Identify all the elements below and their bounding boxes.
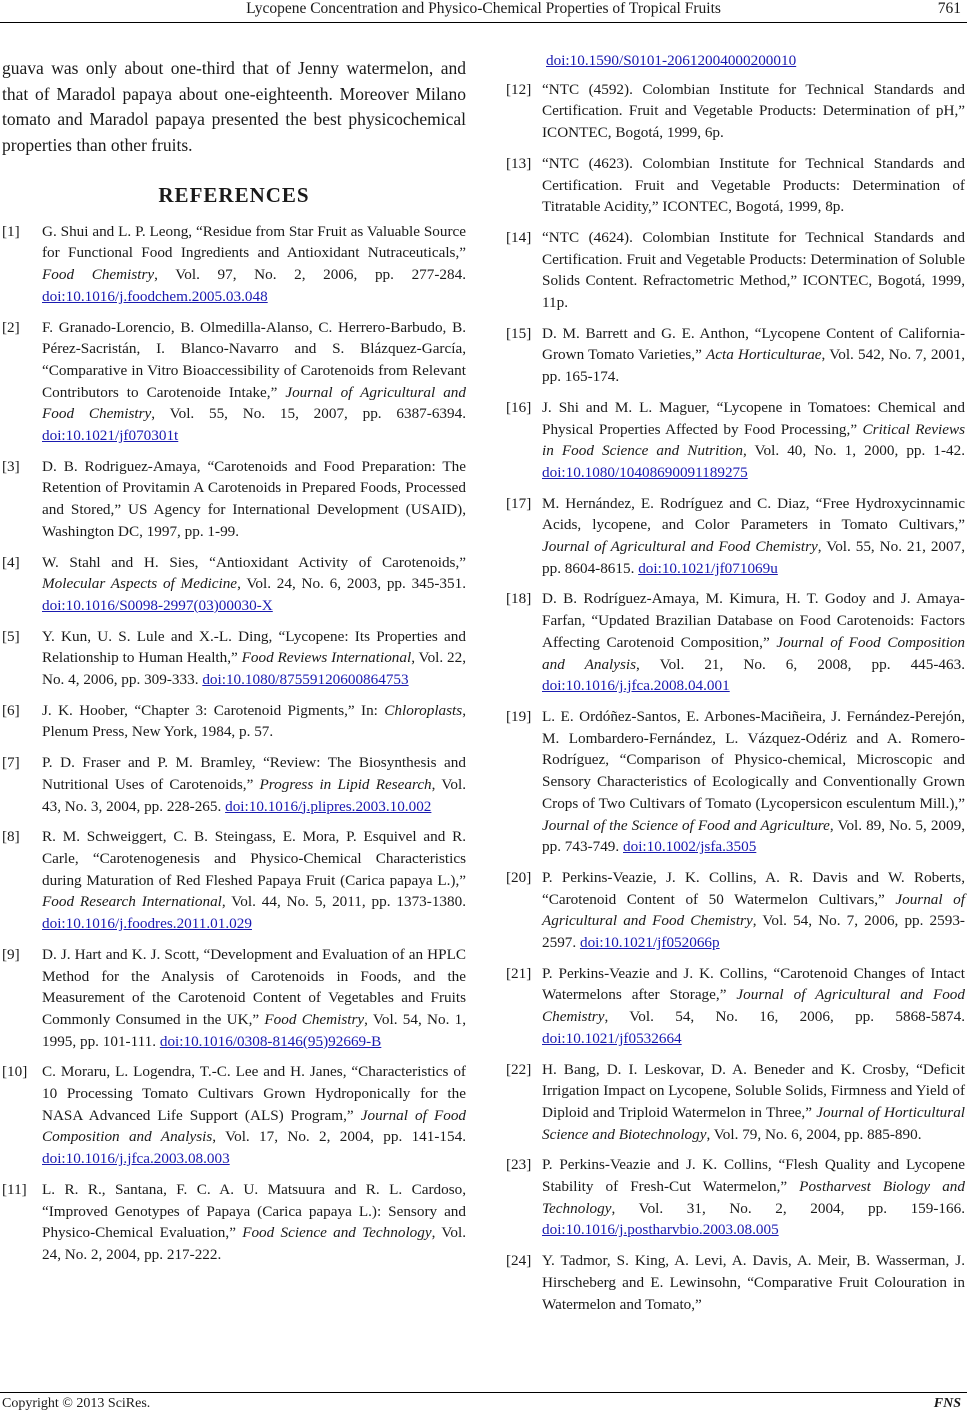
reference-citation: P. Perkins-Veazie, J. K. Collins, A. R. Davis and W. Roberts, “Carotenoid Content of 50 Watermelon Cultivars,” (542, 868, 965, 908)
reference-text (42, 552, 466, 617)
reference-citation: D. J. Hart and K. J. Scott, “Development and Evaluation of an HPLC Method for the Analysis of Carotenoids in Foods, and the Measurement of the Carotenoid Content of Vegetables and Fruits Commonly Consumed in the UK,” (42, 945, 466, 1028)
reference-journal: Progress in Lipid Research (259, 775, 432, 793)
reference-item (506, 1250, 965, 1315)
reference-number: [20] (506, 868, 532, 886)
reference-journal: Food Science and Technology (242, 1224, 432, 1242)
reference-item (2, 944, 466, 1053)
reference-item (506, 963, 965, 1050)
reference-journal: Journal of Agricultural and Food Chemistry (542, 538, 818, 556)
reference-text (42, 1179, 466, 1266)
reference-number: [24] (506, 1252, 532, 1270)
reference-journal: Food Chemistry (42, 266, 155, 284)
reference-text (542, 1154, 965, 1241)
reference-citation: “NTC (4592). Colombian Institute for Technical Standards and Certification. Fruit and Vegetable Products: Determination of pH,” ICONTEC, Bogotá, 1999, 6p. (542, 80, 965, 142)
reference-details: , Vol. 22, No. 4, 2006, pp. 309-333. (42, 649, 466, 689)
doi-link[interactable]: doi:10.1016/j.jfca.2003.08.003 (42, 1150, 230, 1168)
reference-text (542, 867, 965, 954)
reference-details: , Vol. 79, No. 6, 2004, pp. 885-890. (706, 1125, 922, 1143)
reference-text (542, 323, 965, 388)
intro-paragraph: guava was only about one-third that of Jenny watermelon, and that of Maradol papaya about one-eighteenth. Moreover Milano tomato and Maradol papaya presented the best physicochemical properties than other fruits. (2, 58, 466, 155)
reference-number: [19] (506, 707, 532, 725)
right-column (506, 50, 965, 1324)
reference-number: [21] (506, 964, 532, 982)
left-references-list (2, 221, 466, 1266)
reference-item (2, 700, 466, 743)
reference-number: [16] (506, 398, 532, 416)
doi-link[interactable]: doi:10.1016/0308-8146(95)92669-B (159, 1032, 382, 1050)
journal-abbrev: FNS (933, 1396, 961, 1411)
reference-number: [14] (506, 228, 532, 246)
reference-details: , Vol. 54, No. 1, 1995, pp. 101-111. (42, 1010, 466, 1050)
reference-text (42, 626, 466, 691)
references-heading: REFERENCES (158, 183, 310, 207)
reference-citation: P. Perkins-Veazie and J. K. Collins, “Carotenoid Changes of Intact Watermelons after Storage,” (542, 964, 965, 1004)
reference-details: , Vol. 21, No. 6, 2008, pp. 445-463. (636, 655, 965, 673)
reference-citation: “NTC (4624). Colombian Institute for Technical Standards and Certification. Fruit and Vegetable Products: Determination of Soluble Solids Content. Refractometric Method,” ICONTEC, Bogotá, 1999, 11p. (542, 228, 965, 312)
reference-number: [23] (506, 1156, 532, 1174)
copyright-text: Copyright © 2013 SciRes. (2, 1396, 151, 1411)
reference-number: [1] (2, 222, 20, 240)
reference-text (42, 700, 466, 743)
running-header (0, 0, 967, 24)
reference-citation: J. K. Hoober, “Chapter 3: Carotenoid Pigments,” In: (42, 701, 385, 719)
reference-text (42, 456, 466, 543)
left-column (2, 56, 466, 1275)
doi-link[interactable]: doi:10.1080/10408690091189275 (542, 463, 748, 481)
reference-item (506, 1154, 965, 1241)
reference-details: , Vol. 55, No. 15, 2007, pp. 6387-6394. (151, 405, 466, 423)
reference-number: [11] (2, 1180, 27, 1198)
reference-item (506, 323, 965, 388)
page-number: 761 (937, 0, 961, 17)
doi-link[interactable]: doi:10.1021/jf071069u (638, 559, 778, 577)
reference-text (542, 1250, 965, 1315)
reference-number: [3] (2, 457, 20, 475)
reference-citation: D. B. Rodríguez-Amaya, M. Kimura, H. T. Godoy and J. Amaya-Farfan, “Updated Brazilian Database on Food Carotenoids: Factors Affecting Carotenoid Composition,” (542, 590, 965, 651)
reference-journal: Food Research International (42, 893, 222, 911)
header-rule (0, 22, 967, 23)
doi-link[interactable]: doi:10.1016/j.postharvbio.2003.08.005 (542, 1221, 779, 1239)
reference-text (42, 1061, 466, 1170)
reference-number: [15] (506, 324, 532, 342)
reference-number: [17] (506, 494, 532, 512)
reference-item (506, 867, 965, 954)
reference-details: , Vol. 24, No. 2, 2004, pp. 217-222. (42, 1224, 466, 1263)
reference-details: , Vol. 40, No. 1, 2000, pp. 1-42. (742, 442, 965, 460)
reference-item (506, 79, 965, 144)
reference-item (506, 588, 965, 697)
reference-citation: R. M. Schweiggert, C. B. Steingass, E. Mora, P. Esquivel and R. Carle, “Carotenogenesis and Physico-Chemical Characteristics during Maturation of Red Fleshed Papaya Fruit (Carica papaya L.),” (42, 828, 466, 889)
doi-link[interactable]: doi:10.1021/jf052066p (579, 934, 720, 952)
reference-citation: F. Granado-Lorencio, B. Olmedilla-Alanso, C. Herrero-Barbudo, B. Pérez-Sacristán, I. Blanco-Navarro and S. Blázquez-García, “Comparative in Vitro Bioaccessibility of Carotenoids from Relevant Contributors to Carotenoide Intake,” (42, 318, 466, 401)
right-references-list (506, 79, 965, 1316)
reference-number: [6] (2, 701, 20, 719)
reference-details: , Vol. 54, No. 16, 2006, pp. 5868-5874. (604, 1008, 965, 1026)
reference-item (506, 1059, 965, 1146)
reference-item (2, 752, 466, 817)
reference-details: , Vol. 89, No. 5, 2009, pp. 743-749. (542, 816, 966, 856)
reference-text (42, 752, 466, 817)
reference-citation: P. Perkins-Veazie and J. K. Collins, “Flesh Quality and Lycopene Stability of Fresh-Cut Watermelon,” (542, 1156, 965, 1196)
reference-number: [4] (2, 553, 20, 571)
reference-citation: W. Stahl and H. Sies, “Antioxidant Activity of Carotenoids,” (42, 553, 466, 571)
reference-citation: Y. Tadmor, S. King, A. Levi, A. Davis, A. Meir, B. Wasserman, J. Hirscheberg and E. Lewinsohn, “Comparative Fruit Colouration in Watermelon and Tomato,” (542, 1252, 965, 1313)
reference-number: [9] (2, 945, 20, 963)
reference-text (542, 963, 965, 1050)
reference-journal: Molecular Aspects of Medicine (42, 575, 238, 593)
reference-journal: Journal of Agricultural and Food Chemistry (542, 986, 965, 1026)
doi-link[interactable]: doi:10.1016/j.foodres.2011.01.029 (42, 915, 252, 933)
reference-journal: Journal of Agricultural and Food Chemistry (42, 383, 466, 423)
doi-link[interactable]: doi:10.1016/j.foodchem.2005.03.048 (42, 287, 268, 305)
reference-number: [7] (2, 754, 20, 772)
reference-journal: Journal of Food Composition and Analysis (542, 633, 965, 673)
reference-details: , Vol. 54, No. 7, 2006, pp. 2593-2597. (542, 912, 965, 952)
reference-number: [8] (2, 828, 20, 846)
reference-citation: P. D. Fraser and P. M. Bramley, “Review: The Biosynthesis and Nutritional Uses of Carotenoids,” (42, 754, 466, 793)
doi-link[interactable]: doi:10.1016/j.plipres.2003.10.002 (225, 797, 432, 815)
reference-citation: H. Bang, D. I. Leskovar, D. A. Beneder and K. Crosby, “Deficit Irrigation Impact on Lycopene, Soluble Solids, Firmness and Yield of Diploid and Triploid Watermelon in Three,” (542, 1060, 965, 1121)
reference-details: , Plenum Press, New York, 1984, p. 57. (42, 701, 466, 741)
reference-details: , Vol. 55, No. 21, 2007, pp. 8604-8615. (542, 538, 966, 577)
reference-text (542, 153, 965, 218)
reference-text (542, 588, 965, 697)
reference-journal: Critical Reviews in Food Science and Nutrition (542, 420, 965, 460)
reference-number: [2] (2, 318, 20, 336)
reference-citation: G. Shui and L. P. Leong, “Residue from Star Fruit as Valuable Source for Functional Food Ingredients and Antioxidant Nutraceuticals,” (42, 222, 466, 262)
doi-link[interactable]: doi:10.1002/jsfa.3505 (623, 838, 757, 856)
reference-text (542, 397, 965, 484)
reference-text (42, 944, 466, 1053)
reference-citation: M. Hernández, E. Rodríguez and C. Diaz, “Free Hydroxycinnamic Acids, lycopene, and Color Parameters in Tomato Cultivars,” (542, 494, 965, 534)
reference-number: [18] (506, 590, 532, 608)
reference-text (542, 79, 965, 144)
reference-item (506, 493, 965, 580)
reference-citation: Y. Kun, U. S. Lule and X.-L. Ding, “Lycopene: Its Properties and Relationship to Human Health,” (42, 627, 466, 667)
reference-number: [12] (506, 80, 532, 98)
doi-link[interactable]: doi:10.1016/S0098-2997(03)00030-X (42, 596, 273, 614)
reference-journal: Journal of Food Composition and Analysis (42, 1106, 467, 1146)
reference-citation: C. Moraru, L. Logendra, T.-C. Lee and H. Janes, “Characteristics of 10 Processing Tomato Cultivars Grown Hydroponically for the NASA Advanced Life Support (ALS) Program,” (42, 1063, 466, 1124)
reference-journal: Journal of the Science of Food and Agriculture (542, 816, 830, 834)
reference-details: , Vol. 24, No. 6, 2003, pp. 345-351. (237, 575, 467, 593)
reference-citation: “NTC (4623). Colombian Institute for Technical Standards and Certification. Fruit and Vegetable Products: Determination of Titratable Acidity,” ICONTEC, Bogotá, 1999, 8p. (542, 154, 965, 216)
reference-item (506, 706, 965, 858)
reference-text (42, 221, 466, 308)
reference-item (506, 153, 965, 218)
reference-details: , Vol. 97, No. 2, 2006, pp. 277-284. (154, 266, 466, 284)
reference-text (542, 227, 965, 314)
reference-citation: L. E. Ordóñez-Santos, E. Arbones-Maciñeira, J. Fernández-Perejón, M. Lombardero-Fernández, L. Vázquez-Odériz and A. Romero-Rodríguez, “Comparison of Physico-chemical, Microscopic and Sensory Characteristics of Ecologically and Conventionally Grown Crops of Two Cultivars of Tomato (Lycopersicon esculentum Mill.),” (542, 707, 965, 812)
reference-item (506, 227, 965, 314)
reference-number: [22] (506, 1060, 532, 1078)
reference-item (2, 1179, 466, 1266)
reference-text (542, 1059, 965, 1146)
reference-number: [13] (506, 154, 532, 172)
reference-journal: Food Reviews International (241, 649, 412, 667)
reference-item (2, 1061, 466, 1170)
reference-citation: D. M. Barrett and G. E. Anthon, “Lycopene Content of California-Grown Tomato Varieties,” (542, 324, 965, 364)
doi-link[interactable]: doi:10.1016/j.jfca.2008.04.001 (542, 677, 730, 695)
reference-details: , Vol. 31, No. 2, 2004, pp. 159-166. (611, 1199, 965, 1217)
reference-text (42, 826, 466, 935)
reference-journal: Chloroplasts (384, 701, 463, 719)
running-title: Lycopene Concentration and Physico-Chemical Properties of Tropical Fruits (246, 0, 721, 17)
reference-item (2, 317, 466, 447)
reference-details: , Vol. 43, No. 3, 2004, pp. 228-265. (42, 775, 466, 815)
reference-item (506, 397, 965, 484)
reference-number: [5] (2, 627, 20, 645)
doi-link[interactable]: doi:10.1021/jf0532664 (542, 1029, 682, 1047)
reference-journal: Postharvest Biology and Technology (542, 1178, 965, 1217)
reference-item (2, 626, 466, 691)
reference-continuation (506, 50, 965, 72)
reference-citation: D. B. Rodriguez-Amaya, “Carotenoids and Food Preparation: The Retention of Provitamin A Carotenoids in Prepared Foods, Processed and Stored,” US Agency for International Development (USAID), Washington DC, 1997, pp. 1-99. (42, 457, 466, 540)
reference-item (2, 826, 466, 935)
reference-text (42, 317, 466, 447)
reference-details: , Vol. 17, No. 2, 2004, pp. 141-154. (212, 1128, 466, 1146)
reference-journal: Journal of Agricultural and Food Chemistry (542, 890, 965, 930)
reference-citation: J. Shi and M. L. Maguer, “Lycopene in Tomatoes: Chemical and Physical Properties Affected by Food Processing,” (542, 398, 965, 438)
reference-item (2, 552, 466, 617)
reference-item (2, 456, 466, 543)
reference-journal: Journal of Horticultural Science and Biotechnology (542, 1103, 966, 1143)
reference-citation: L. R. R., Santana, F. C. A. U. Matsuura and R. L. Cardoso, “Improved Genotypes of Papaya (Carica papaya L.): Sensory and Physico-Chemical Evaluation,” (42, 1180, 466, 1242)
reference-item (2, 221, 466, 308)
reference-details: , Vol. 44, No. 5, 2011, pp. 1373-1380. (221, 893, 467, 911)
doi-link[interactable]: doi:10.1021/jf070301t (42, 427, 179, 445)
reference-details: , Vol. 542, No. 7, 2001, pp. 165-174. (542, 346, 966, 386)
reference-journal: Food Chemistry (264, 1010, 365, 1028)
reference-text (542, 706, 965, 858)
reference-text (542, 493, 965, 580)
reference-journal: Acta Horticulturae (706, 346, 822, 364)
doi-link[interactable]: doi:10.1080/87559120600864753 (202, 671, 409, 689)
footer-rule (0, 1392, 967, 1393)
doi-link[interactable]: doi:10.1590/S0101-20612004000200010 (546, 52, 797, 69)
reference-number: [10] (2, 1063, 28, 1081)
